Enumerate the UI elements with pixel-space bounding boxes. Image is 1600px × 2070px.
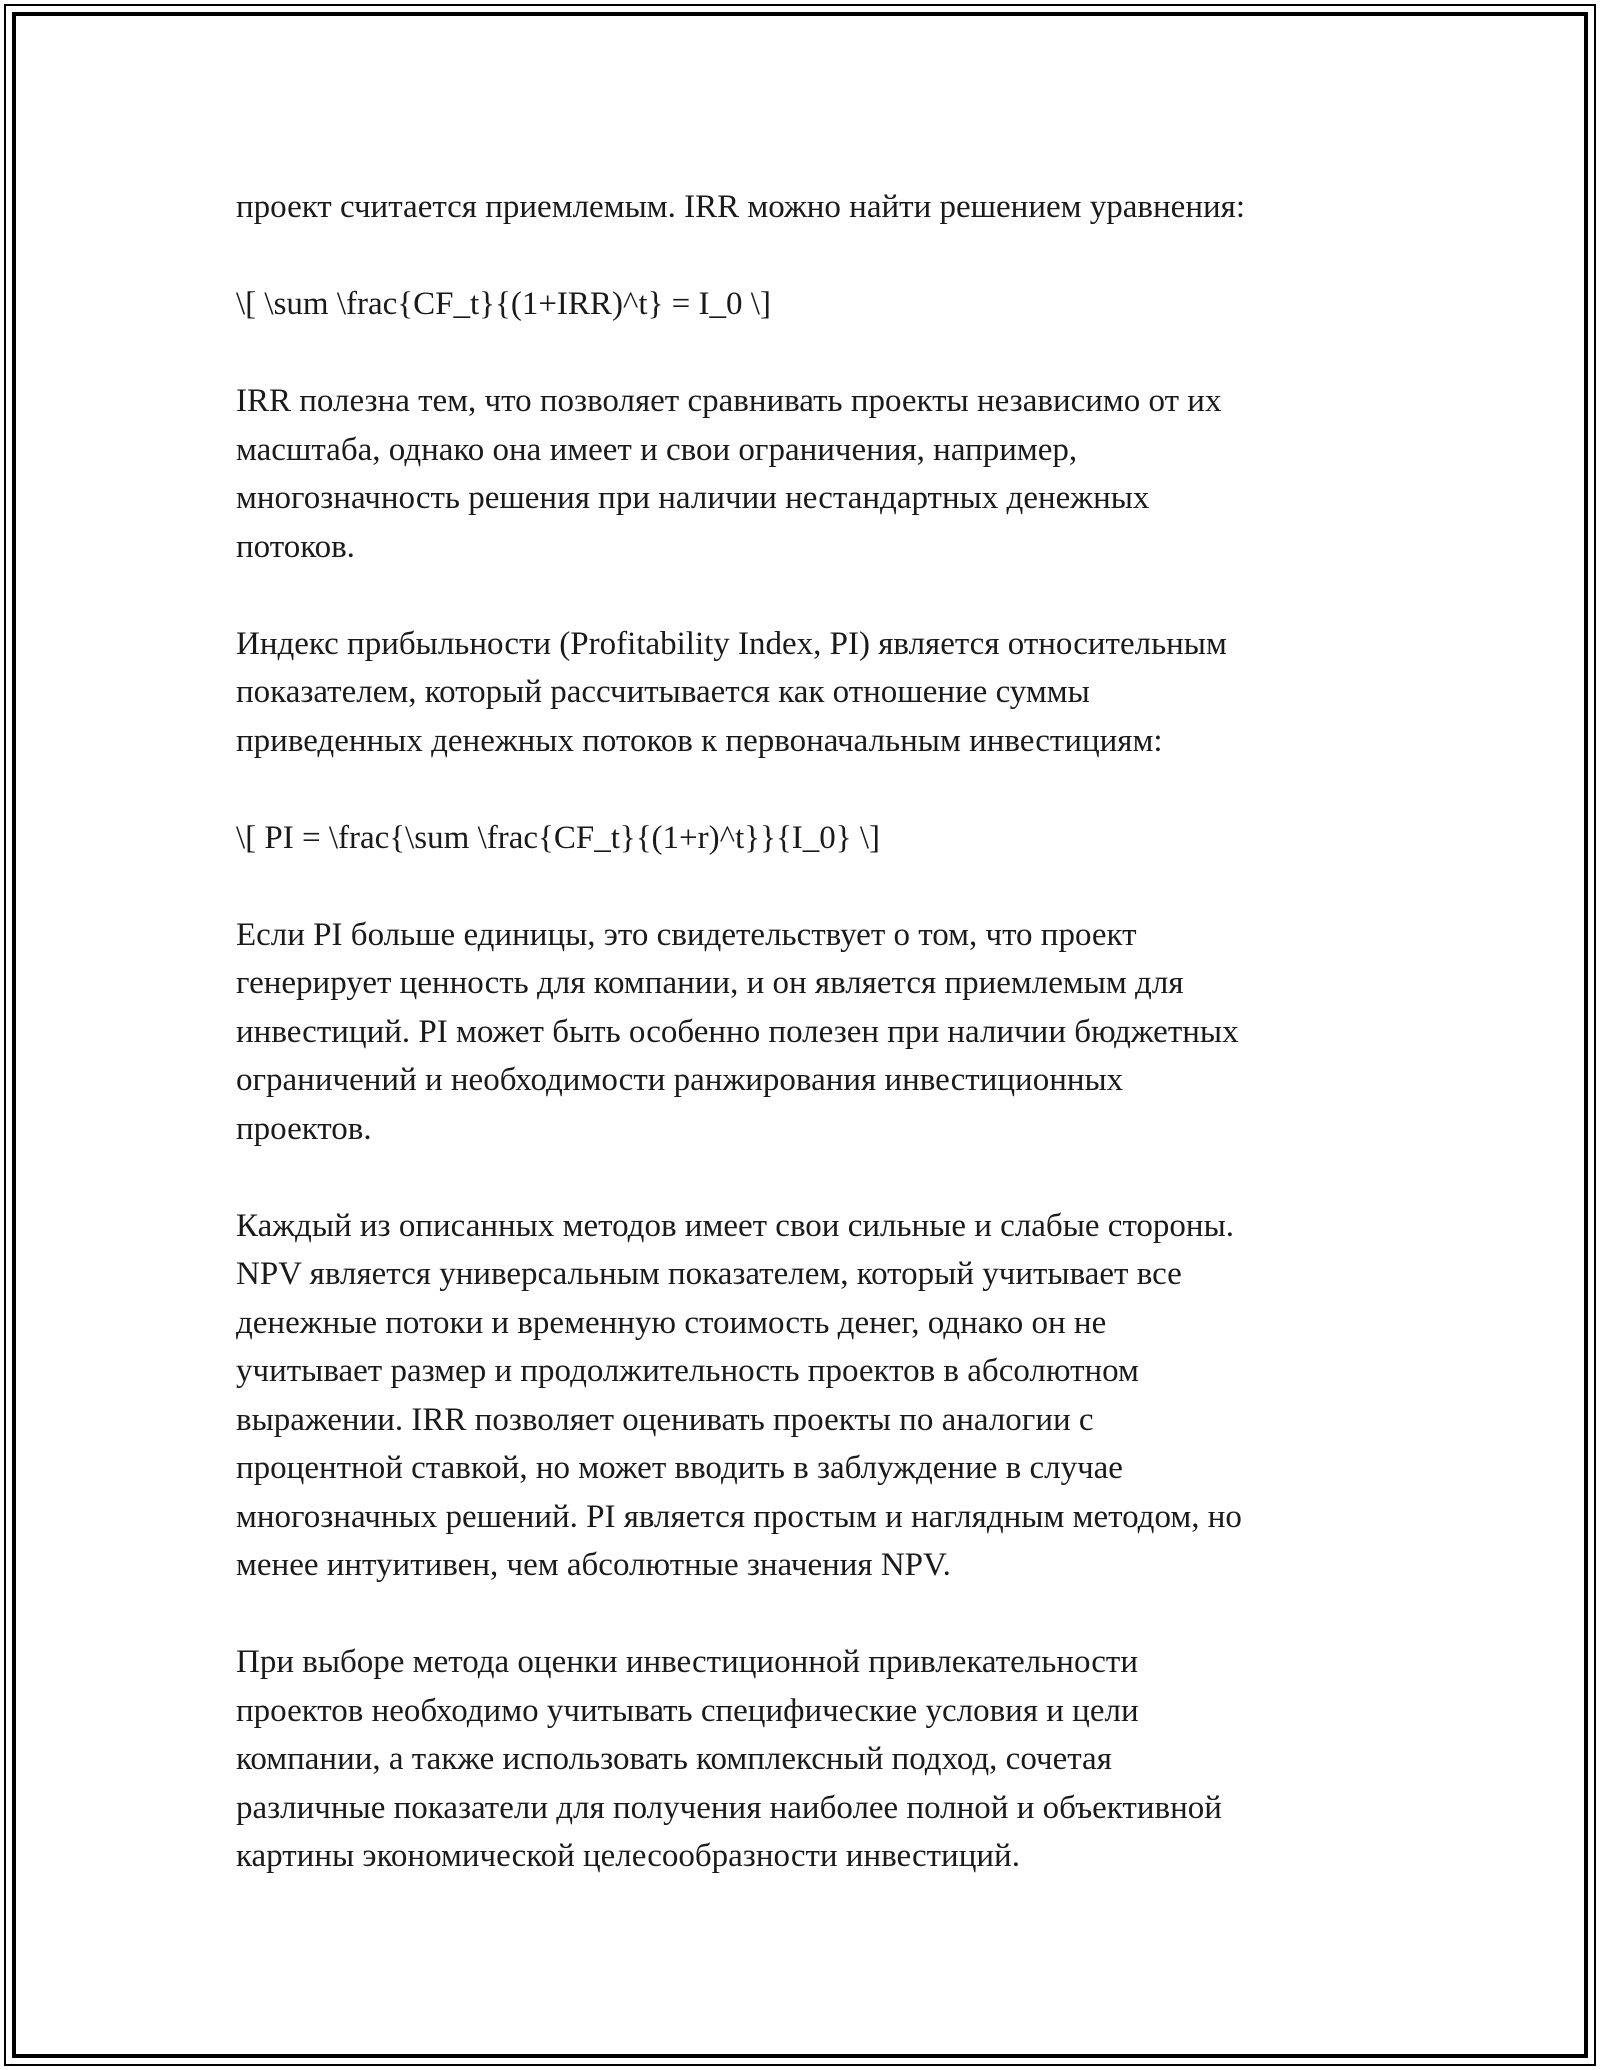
formula-pi: \[ PI = \frac{\sum \frac{CF_t}{(1+r)^t}}{I_0} \] — [236, 819, 881, 856]
document-body — [236, 183, 1386, 1881]
paragraph-conclusion: При выборе метода оценки инвестиционной привлекательности проектов необходимо учитывать специфические условия и цели компании, а также использовать комплексный подход, сочетая различные показатели для получения наиболее полной и объективной картины экономической целесообразности инвестиций. — [236, 1644, 1222, 1874]
paragraph-methods-comparison: Каждый из описанных методов имеет свои сильные и слабые стороны. NPV является универсальным показателем, который учитывает все денежные потоки и временную стоимость денег, однако он не учитывает размер и продолжительность проектов в абсолютном выражении. IRR позволяет оценивать проекты по аналогии с процентной ставкой, но может вводить в заблуждение в случае многозначных решений. PI является простым и наглядным методом, но менее интуитивен, чем абсолютные значения NPV. — [236, 1207, 1242, 1583]
paragraph-irr-equation-intro: проект считается приемлемым. IRR можно найти решением уравнения: — [236, 189, 1245, 225]
paragraph-irr-limitations: IRR полезна тем, что позволяет сравнивать проекты независимо от их масштаба, однако она имеет и свои ограничения, например, многозначность решения при наличии нестандартных денежных потоков. — [236, 383, 1222, 565]
formula-irr: \[ \sum \frac{CF_t}{(1+IRR)^t} = I_0 \] — [236, 286, 771, 322]
paragraph-pi-interpretation: Если PI больше единицы, это свидетельствует о том, что проект генерирует ценность для компании, и он является приемлемым для инвестиций. PI может быть особенно полезен при наличии бюджетных ограничений и необходимости ранжирования инвестиционных проектов. — [236, 916, 1239, 1147]
paragraph-profitability-index: Индекс прибыльности (Profitability Index, PI) является относительным показателем, который рассчитывается как отношение суммы приведенных денежных потоков к первоначальным инвестициям: — [236, 625, 1227, 759]
